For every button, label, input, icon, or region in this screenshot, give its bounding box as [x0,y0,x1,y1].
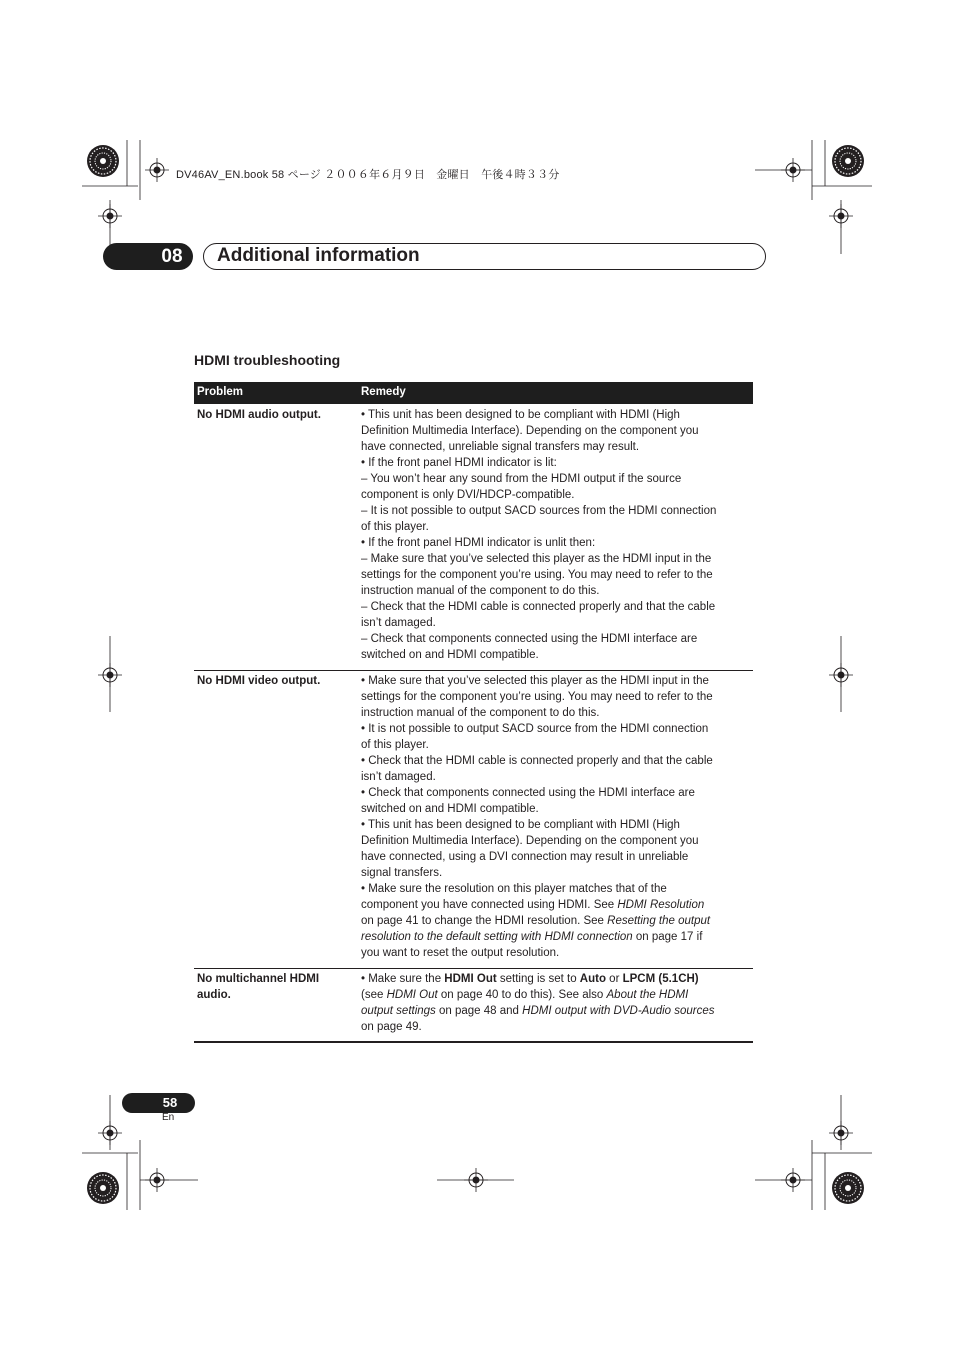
remedy-line: • This unit has been designed to be compliant with HDMI (High [361,409,680,421]
remedy-line: on page 49. [361,1021,422,1033]
page-language: En [162,1112,175,1123]
registration-mark-icon [781,158,805,182]
table-row-problem: No HDMI video output. [197,675,321,687]
remedy-line: on page 41 to change the HDMI resolution. See Resetting the output [361,915,711,927]
remedy-line: of this player. [361,521,429,533]
remedy-line: • Make sure the resolution on this player matches that of the [361,883,667,895]
table-bottom-rule [194,1041,753,1043]
print-info: DV46AV_EN.book 58 ページ ２００６年６月９日 金曜日 午後４時３３分 [176,169,560,181]
chapter-title: Additional information [217,245,420,266]
table-row-remedy [361,673,753,961]
remedy-line: • If the front panel HDMI indicator is unlit then: [361,537,596,549]
table-row-problem: No HDMI audio output. [197,409,321,421]
table-header [194,382,753,404]
remedy-line: resolution to the default setting with HDMI connection on page 17 if [361,931,703,943]
registration-mark-icon [829,1121,853,1145]
registration-mark-icon [464,1168,488,1192]
remedy-line: you want to reset the output resolution. [361,947,560,959]
remedy-line: isn’t damaged. [361,771,436,783]
registration-mark-icon [98,204,122,228]
remedy-line: Definition Multimedia Interface). Depending on the component you [361,835,699,847]
remedy-line: component is only DVI/HDCP-compatible. [361,489,575,501]
remedy-line: have connected, unreliable signal transfers may result. [361,441,640,453]
registration-target-icon [87,145,119,177]
remedy-line: • Make sure the HDMI Out setting is set to Auto or LPCM (5.1CH) [361,973,699,985]
remedy-line: • Check that the HDMI cable is connected properly and that the cable [361,755,713,767]
registration-mark-icon [781,1168,805,1192]
column-header-remedy: Remedy [361,386,406,398]
remedy-line: • Check that components connected using the HDMI interface are [361,787,695,799]
page-number: 58 [162,1095,178,1110]
remedy-line: of this player. [361,739,429,751]
remedy-line: – Check that the HDMI cable is connected properly and that the cable [361,601,716,613]
row-divider [194,968,753,969]
remedy-line: – Check that components connected using the HDMI interface are [361,633,698,645]
chapter-number: 08 [161,246,183,267]
column-header-problem: Problem [197,386,244,398]
row-divider [194,670,753,671]
table-row-remedy [361,971,753,1035]
remedy-line: instruction manual of the component to do this. [361,585,600,597]
remedy-line: component you have connected using HDMI. See HDMI Resolution [361,899,705,911]
remedy-line: switched on and HDMI compatible. [361,803,539,815]
remedy-line: (see HDMI Out on page 40 to do this). See also About the HDMI [361,989,689,1001]
remedy-line: settings for the component you’re using. You may need to refer to the [361,569,713,581]
remedy-line: • Make sure that you’ve selected this player as the HDMI input in the [361,675,709,687]
remedy-line: signal transfers. [361,867,443,879]
table-row-problem: No multichannel HDMI audio. [197,973,320,1001]
remedy-line: Definition Multimedia Interface). Depending on the component you [361,425,699,437]
remedy-line: have connected, using a DVI connection may result in unreliable [361,851,689,863]
registration-mark-icon [145,158,169,182]
remedy-line: • If the front panel HDMI indicator is lit: [361,457,557,469]
remedy-line: – It is not possible to output SACD sources from the HDMI connection [361,505,717,517]
table-row-remedy [361,407,753,663]
remedy-line: instruction manual of the component to do this. [361,707,600,719]
remedy-line: isn’t damaged. [361,617,436,629]
remedy-line: – Make sure that you’ve selected this player as the HDMI input in the [361,553,712,565]
remedy-line: • It is not possible to output SACD source from the HDMI connection [361,723,709,735]
registration-target-icon [832,1172,864,1204]
remedy-line: switched on and HDMI compatible. [361,649,539,661]
registration-mark-icon [829,663,853,687]
remedy-line: output settings on page 48 and HDMI output with DVD-Audio sources [361,1005,715,1017]
remedy-line: settings for the component you’re using. You may need to refer to the [361,691,713,703]
registration-mark-icon [145,1168,169,1192]
section-title: HDMI troubleshooting [194,352,341,368]
registration-target-icon [832,145,864,177]
registration-mark-icon [829,204,853,228]
registration-target-icon [87,1172,119,1204]
remedy-line: – You won’t hear any sound from the HDMI output if the source [361,473,682,485]
registration-mark-icon [98,663,122,687]
registration-mark-icon [98,1121,122,1145]
remedy-line: • This unit has been designed to be compliant with HDMI (High [361,819,680,831]
